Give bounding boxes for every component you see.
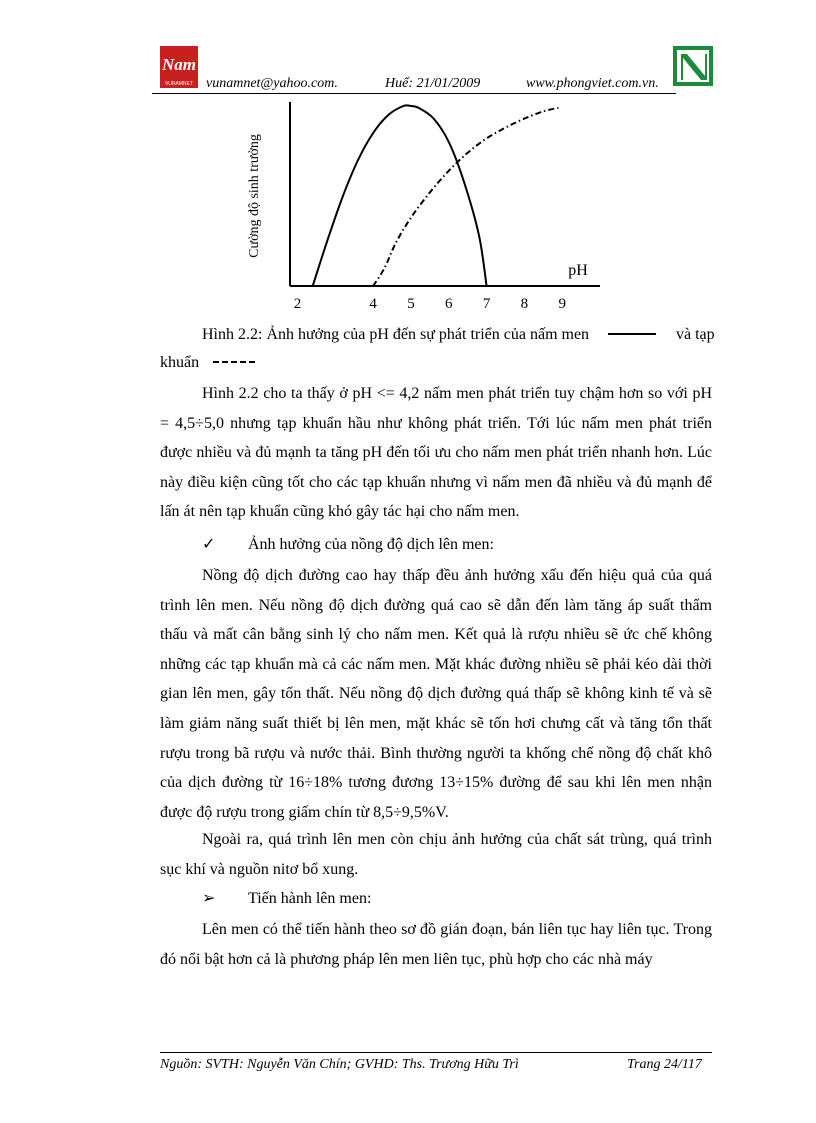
header-email: vunamnet@yahoo.com.: [206, 76, 338, 91]
phongviet-logo: [673, 46, 713, 86]
caption-tail: và tạp: [676, 326, 715, 343]
paragraph-ph-explanation: Hình 2.2 cho ta thấy ở pH <= 4,2 nấm men phát triển tuy chậm hơn so với pH = 4,5÷5,0 nhưng tạp khuẩn hầu như không phát triển. Tới lúc nấm men phát triển được nhiều và đủ mạnh ta tăng pH đến tối ưu cho nấm men phát triển nhanh hơn. Lúc này điều kiện cũng tốt cho các tạp khuẩn nhưng vì nấm men đã nhiều và đủ mạnh để lấn át nên tạp khuẩn cũng khó gây tác hại cho nấm men.: [160, 385, 712, 521]
header-date: Huế: 21/01/2009: [385, 76, 481, 91]
caption-text: Hình 2.2: Ảnh hưởng của pH đến sự phát triển của nấm men: [202, 326, 590, 343]
chart-ylabel: Cường độ sinh trưởng: [247, 134, 262, 258]
footer-rule: [160, 1052, 712, 1053]
header-website: www.phongviet.com.vn.: [526, 76, 659, 91]
arrow-bullet-icon: ➢: [202, 890, 216, 907]
paragraph-other-factors: Ngoài ra, quá trình lên men còn chịu ảnh hưởng của chất sát trùng, quá trình sục khí và nguồn nitơ bổ xung.: [160, 831, 712, 878]
logo-subtext: VUNAMNET: [164, 81, 194, 87]
paragraph-concentration: Nồng độ dịch đường cao hay thấp đều ảnh hưởng xấu đến hiệu quả của quá trình lên men. Nếu nồng độ dịch đường quá cao sẽ dẫn đến làm tăng áp suất thẩm thấu và mất cân bằng sinh lý cho nấm men. Kết quả là rượu nhiều sẽ ức chế không những các tạp khuẩn mà cả các nấm men. Mặt khác đường nhiều sẽ phải kéo dài thời gian lên men, gây tổn thất. Nếu nồng độ dịch đường quá thấp sẽ không kinh tế và sẽ làm giảm năng suất thiết bị lên men, mặt khác sẽ tốn hơi chưng cất và tăng tổn thất rượu trong bã rượu và nước thải. Bình thường người ta khống chế nồng độ chất khô của dịch đường từ 16÷18% tương đương 13÷15% đường để sau khi lên men nhận được độ rượu trong giấm chín từ 8,5÷9,5%V.: [160, 567, 712, 821]
chart-x-tick-label: 8: [520, 296, 529, 312]
legend-solid-line: [608, 333, 656, 335]
paragraph-procedure: Lên men có thể tiến hành theo sơ đồ gián đoạn, bán liên tục hay liên tục. Trong đó nổi bật hơn cả là phương pháp lên men liên tục, phù hợp cho các nhà máy: [160, 921, 712, 968]
yeast-growth-curve: [313, 105, 487, 286]
footer-source: Nguồn: SVTH: Nguyễn Văn Chín; GVHD: Ths. Trương Hữu Trì: [160, 1057, 519, 1072]
bullet-concentration-text: Ảnh hưởng của nồng độ dịch lên men:: [248, 536, 494, 553]
footer-page-number: Trang 24/117: [627, 1057, 702, 1072]
bullet-procedure: [202, 884, 371, 913]
bullet-procedure-text: Tiến hành lên men:: [248, 890, 372, 907]
vunamnet-logo: [160, 46, 198, 88]
chart-x-tick-label: 9: [558, 296, 566, 312]
ph-growth-chart: [228, 96, 618, 316]
chart-x-tick-label: 4: [369, 296, 377, 312]
chart-x-tick-label: 2: [293, 296, 302, 312]
figure-caption: [160, 321, 720, 349]
bacteria-growth-curve: [373, 108, 558, 286]
check-icon: ✓: [202, 536, 216, 553]
chart-x-tick-label: 7: [482, 296, 491, 312]
chart-x-tick-label: 5: [407, 296, 415, 312]
logo-text: Nam: [162, 55, 196, 74]
chart-xlabel: pH: [568, 262, 588, 279]
legend-dashed-line: [213, 361, 255, 363]
bullet-concentration: [202, 530, 494, 559]
chart-x-tick-label: 6: [445, 296, 453, 312]
header-rule: [152, 93, 676, 94]
caption-line2: khuẩn: [160, 354, 200, 371]
